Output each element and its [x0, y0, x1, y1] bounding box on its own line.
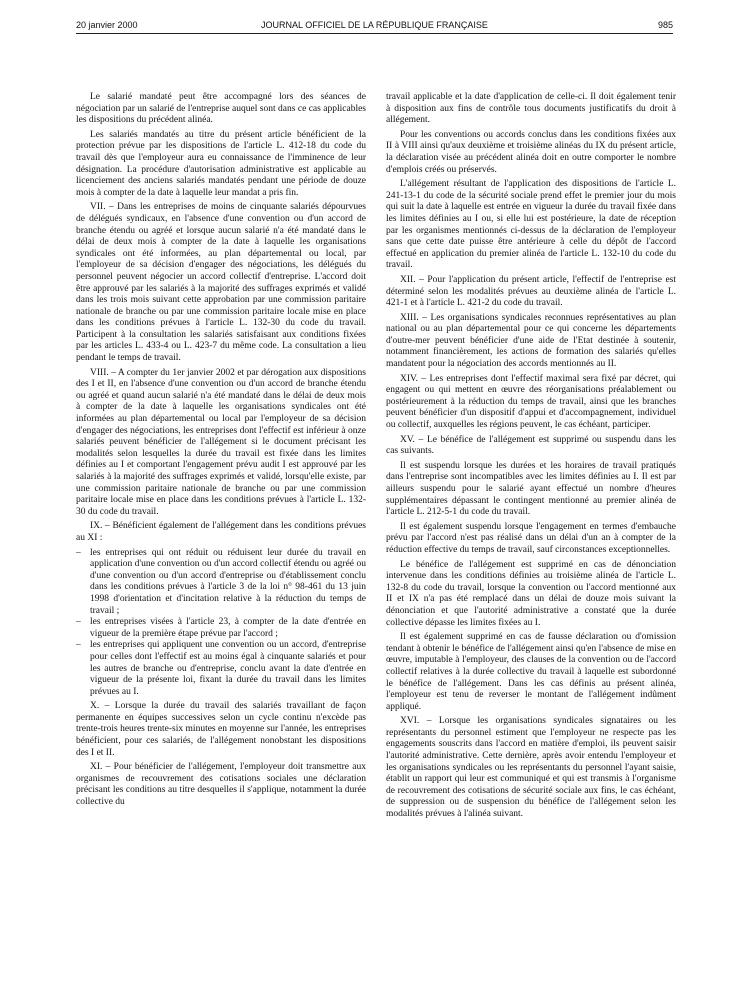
paragraph: travail applicable et la date d'application de celle-ci. Il doit également tenir à disposition aux fins de contrôle tous documents justificatifs du droit à allégement.	[386, 92, 676, 126]
list-item: – les entreprises qui ont réduit ou réduisent leur durée du travail en application d'une convention ou d'un accord collectif étendu ou agréé ou d'une convention ou d'un accord d'entreprise ou d'établissement conclu dans les conditions prévues à l'article 3 de la loi n° 98-461 du 13 juin 1998 d'orientation et d'incitation relative à la réduction du temps de travail ;	[76, 548, 366, 618]
right-column	[386, 92, 676, 824]
paragraph-vii: VII. – Dans les entreprises de moins de cinquante salariés dépourvues de délégués syndicaux, en l'absence d'une convention ou d'un accord de branche étendu ou agréé et lorsque aucun salarié n'a été mandaté dans le délai de deux mois à compter de la date à laquelle les organisations syndicales ont été informées, au plan départemental ou local, par l'employeur de sa décision d'engager des négociations, les délégués du personnel peuvent négocier un accord collectif d'entreprise. L'accord doit être approuvé par les salariés à la majorité des suffrages exprimés et validé dans les trois mois suivant cette approbation par une commission paritaire nationale de branche ou par une commission paritaire locale mise en place dans les conditions prévues à l'article L. 132-30 du code du travail. Participent à la consultation les salariés satisfaisant aux conditions fixées par les articles L. 433-4 ou L. 423-7 du même code. La consultation a lieu pendant le temps de travail.	[76, 202, 366, 364]
paragraph-xiv: XIV. – Les entreprises dont l'effectif maximal sera fixé par décret, qui engagent ou qui mettent en œuvre des réorganisations préalablement ou postérieurement à la réduction du temps de travail, ainsi que les branches peuvent bénéficier d'un dispositif d'appui et d'accompagnement, individuel ou collectif, auxquelles les régions peuvent, le cas échéant, participer.	[386, 373, 676, 431]
paragraph-x: X. – Lorsque la durée du travail des salariés travaillant de façon permanente en équipes successives selon un cycle continu n'excède pas trente-trois heures trente-six minutes en moyenne sur l'année, les entreprises bénéficient, pour ces salariés, de l'allégement nonobstant les dispositions des I et II.	[76, 701, 366, 758]
paragraph-xi: XI. – Pour bénéficier de l'allégement, l'employeur doit transmettre aux organismes de recouvrement des cotisations sociales une déclaration précisant les conditions au titre desquelles il s'applique, notamment la durée collective du	[76, 762, 366, 808]
header-date: 20 janvier 2000	[76, 20, 138, 30]
paragraph-xii: XII. – Pour l'application du présent article, l'effectif de l'entreprise est déterminé selon les modalités prévues au deuxième alinéa de l'article L. 421-1 et à l'article L. 421-2 du code du travail.	[386, 274, 676, 309]
paragraph: Le salarié mandaté peut être accompagné lors des séances de négociation par un salarié de l'entreprise auquel sont dans ce cas applicables les dispositions du précédent alinéa.	[76, 92, 366, 126]
paragraph-xv: XV. – Le bénéfice de l'allégement est supprimé ou suspendu dans les cas suivants.	[386, 434, 676, 457]
header-page-number: 985	[657, 20, 673, 30]
paragraph: L'allégement résultant de l'application des dispositions de l'article L. 241-13-1 du code de la sécurité sociale prend effet le premier jour du mois qui suit la date à laquelle est entrée en vigueur la durée du travail fixée dans les limites définies au I ou, si elle lui est postérieure, la date de réception par les organismes mentionnés ci-dessus de la déclaration de l'employeur sans que cette date puisse être antérieure à celle du dépôt de l'accord effectué en application du premier alinéa de l'article L. 132-10 du code du travail.	[386, 179, 676, 271]
paragraph-viii: VIII. – A compter du 1er janvier 2002 et par dérogation aux dispositions des I et II, en l'absence d'une convention ou d'un accord de branche étendu ou agréé et quand aucun salarié n'a été mandaté dans le délai de deux mois à compter de la date à laquelle les organisations syndicales ont été informées au plan départemental ou local par l'employeur de sa décision d'engager des négociations, les entreprises dont l'effectif est inférieur à onze salariés peuvent bénéficier de l'allégement si le document précisant les modalités selon lesquelles la durée du travail est fixée dans les limites définies au I et comportant l'engagement prévu audit I est approuvé par les salariés à la majorité des suffrages exprimés et validé, lorsqu'elle existe, par une commission paritaire nationale de branche ou par une commission paritaire locale mise en place dans les conditions prévues à l'article L. 132-30 du code du travail.	[76, 367, 366, 517]
paragraph-xiii: XIII. – Les organisations syndicales reconnues représentatives au plan national ou au plan départemental pour ce qui concerne les départements d'outre-mer peuvent bénéficier d'une aide de l'Etat destinée à soutenir, notamment financièrement, les actions de formation des salariés qu'elles mandatent pour la négociation des accords mentionnés au II.	[386, 312, 676, 370]
paragraph: Pour les conventions ou accords conclus dans les conditions fixées aux II à VIII ainsi qu'aux deuxième et troisième alinéas du IX du présent article, la déclaration visée au précédent alinéa doit en outre comporter le nombre d'emplois créés ou préservés.	[386, 129, 676, 175]
paragraph: Il est également suspendu lorsque l'engagement en termes d'embauche prévu par l'accord n'est pas réalisé dans un délai d'un an à compter de la réduction effective du temps de travail, sauf circonstances exceptionnelles.	[386, 521, 676, 555]
paragraph: Le bénéfice de l'allégement est supprimé en cas de dénonciation intervenue dans les conditions définies au troisième alinéa de l'article L. 132-8 du code du travail, lorsque la convention ou l'accord mentionné aux II et IX n'a pas été remplacé dans un délai de douze mois suivant la dénonciation et que l'autorité administrative a constaté que la durée collective dépasse les limites fixées au I.	[386, 559, 676, 628]
paragraph-xvi: XVI. – Lorsque les organisations syndicales signataires ou les représentants du personnel estiment que l'employeur ne respecte pas les engagements souscrits dans l'accord en matière d'emploi, ils peuvent saisir l'autorité administrative. Cette dernière, après avoir entendu l'employeur et les organisations syndicales ou les représentants du personnel l'ayant saisie, établit un rapport qui leur est communiqué et qui est transmis à l'organisme de recouvrement des cotisations de sécurité sociale aux fins, le cas échéant, de suppression ou de suspension du bénéfice de l'allégement selon les modalités prévues à l'alinéa suivant.	[386, 716, 676, 820]
left-column	[76, 92, 366, 812]
list-item: – les entreprises qui appliquent une convention ou un accord, d'entreprise pour celles dont l'effectif est au moins égal à cinquante salariés et pour les autres de branche ou d'entreprise, conclu avant la date d'entrée en vigueur de la présente loi, fixant la durée du travail dans les limites prévues au I.	[76, 640, 366, 698]
header-rule	[76, 33, 673, 34]
page-header	[76, 18, 673, 32]
paragraph: Il est également supprimé en cas de fausse déclaration ou d'omission tendant à obtenir le bénéfice de l'allégement ainsi qu'en l'absence de mise en œuvre, imputable à l'employeur, des clauses de la convention ou de l'accord collectif relatives à la durée collective du travail à laquelle est subordonné le bénéfice de l'allégement. Dans les cas définis au présent alinéa, l'employeur est tenu de reverser le montant de l'allégement indûment appliqué.	[386, 632, 677, 712]
ix-list	[76, 548, 366, 699]
list-item: – les entreprises visées à l'article 23, à compter de la date d'entrée en vigueur de la première étape prévue par l'accord ;	[76, 617, 366, 640]
paragraph: Il est suspendu lorsque les durées et les horaires de travail pratiqués dans l'entreprise sont incompatibles avec les limites définies au I. Il est par ailleurs suspendu pour le salarié ayant effectué un nombre d'heures supplémentaires dépassant le contingent mentionné au premier alinéa de l'article L. 212-5-1 du code du travail.	[386, 460, 676, 518]
paragraph: Les salariés mandatés au titre du présent article bénéficient de la protection prévue par les dispositions de l'article L. 412-18 du code du travail dès que l'employeur aura eu connaissance de l'imminence de leur désignation. La procédure d'autorisation administrative est applicable au licenciement des anciens salariés mandatés pendant une période de douze mois à compter de la date à laquelle leur mandat a pris fin.	[76, 129, 366, 198]
header-journal-title: JOURNAL OFFICIEL DE LA RÉPUBLIQUE FRANÇAISE	[261, 20, 488, 30]
paragraph-ix: IX. – Bénéficient également de l'allégement dans les conditions prévues au XI :	[76, 521, 366, 543]
